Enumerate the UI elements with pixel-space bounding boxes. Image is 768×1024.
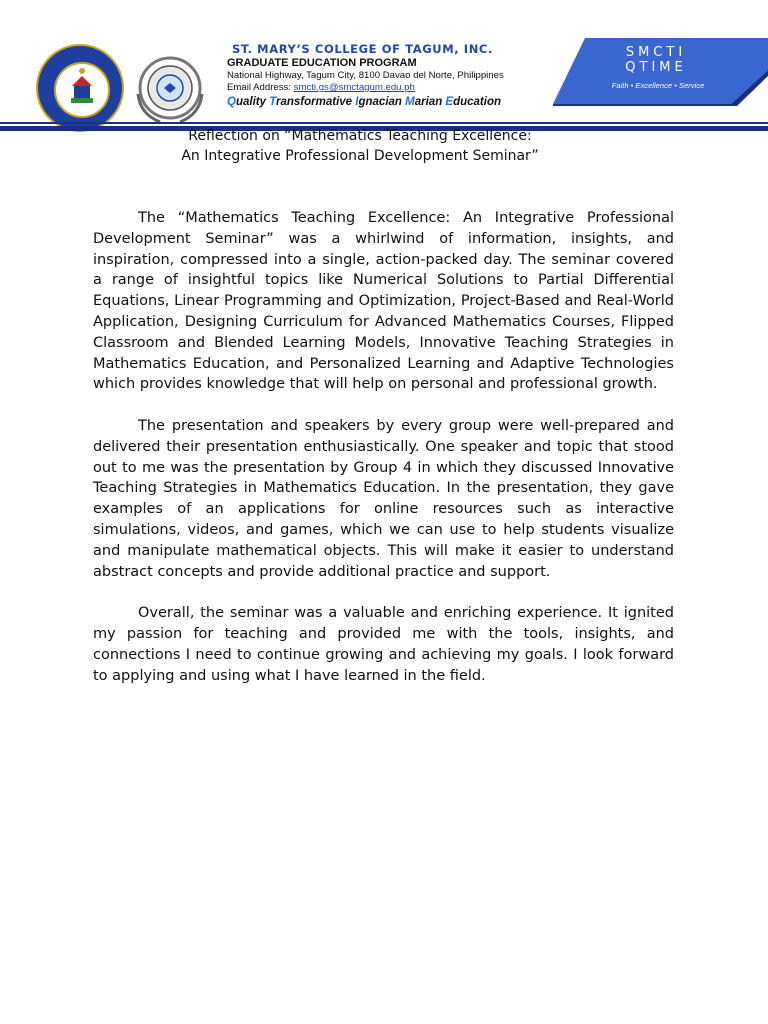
motto-word: ducation <box>453 96 502 108</box>
college-seal-logo <box>36 44 124 132</box>
motto-initial: M <box>405 96 415 108</box>
email-link[interactable]: smcti.gs@smctagum.edu.ph <box>293 82 415 93</box>
program-name: GRADUATE EDUCATION PROGRAM <box>227 57 417 69</box>
body-paragraph: Overall, the seminar was a valuable and enriching experience. It ignited my passion for teaching and provided me with the tools, insights, and connections I need to continue growing and achieving my goals. I look forward to applying and using what I have learned in the field. <box>93 605 674 684</box>
email-label: Email Address: <box>227 82 294 93</box>
document-title <box>130 126 590 166</box>
banner-title <box>611 45 701 75</box>
banner-motto: Faith • Excellence • Service <box>611 81 705 90</box>
motto-word: ransformative <box>276 96 356 108</box>
body-paragraph: The “Mathematics Teaching Excellence: An Integrative Professional Development Seminar” was a whirlwind of information, insights, and inspiration, compressed into a single, action-packed day. The seminar covered a range of insightful topics like Numerical Solutions to Partial Differential Equations, Linear Programming and Optimization, Project-Based and Real-World Application, Designing Curriculum for Advanced Mathematics Courses, Flipped Classroom and Blended Learning Models, Innovative Teaching Strategies in Mathematics Education, and Personalized Learning and Adaptive Technologies which provides knowledge that will help on personal and professional growth. <box>93 210 674 393</box>
motto-word: gnacian <box>358 96 406 108</box>
graduate-school-seal-logo <box>130 48 210 128</box>
motto-initial: I <box>355 96 359 108</box>
smcti-qtime-banner <box>553 36 768 106</box>
banner-line2: QTIME <box>625 60 687 75</box>
org-name: ST. MARY’S COLLEGE OF TAGUM, INC. <box>232 42 493 56</box>
document-body <box>93 208 674 707</box>
motto-initial: E <box>445 96 454 108</box>
motto-word: uality <box>235 96 270 108</box>
title-line: Reflection on “Mathematics Teaching Excellence: <box>188 128 532 144</box>
college-seal-graphic <box>38 46 126 134</box>
motto-word: arian <box>414 96 446 108</box>
banner-line1: SMCTI <box>625 45 687 60</box>
motto-initial: T <box>269 96 277 108</box>
header-rule-thin <box>0 122 768 124</box>
address: National Highway, Tagum City, 8100 Davao del Norte, Philippines <box>227 70 504 81</box>
email-line <box>227 82 557 93</box>
letterhead <box>0 0 768 130</box>
title-line: An Integrative Professional Development Seminar” <box>181 148 539 164</box>
graduate-school-seal-graphic <box>130 48 210 128</box>
motto <box>227 94 557 110</box>
body-paragraph: The presentation and speakers by every group were well-prepared and delivered their presentation enthusiastically. One speaker and topic that stood out to me was the presentation by Group 4 in which they discussed Innovative Teaching Strategies in Mathematics Education. In the presentation, they gave examples of an applications for online resources such as interactive simulations, videos, and games, which we can use to help students visualize and manipulate mathematical objects. This will make it easier to understand abstract concepts and provide additional practice and support. <box>93 417 674 580</box>
motto-initial: Q <box>227 96 236 108</box>
org-info <box>227 42 557 110</box>
